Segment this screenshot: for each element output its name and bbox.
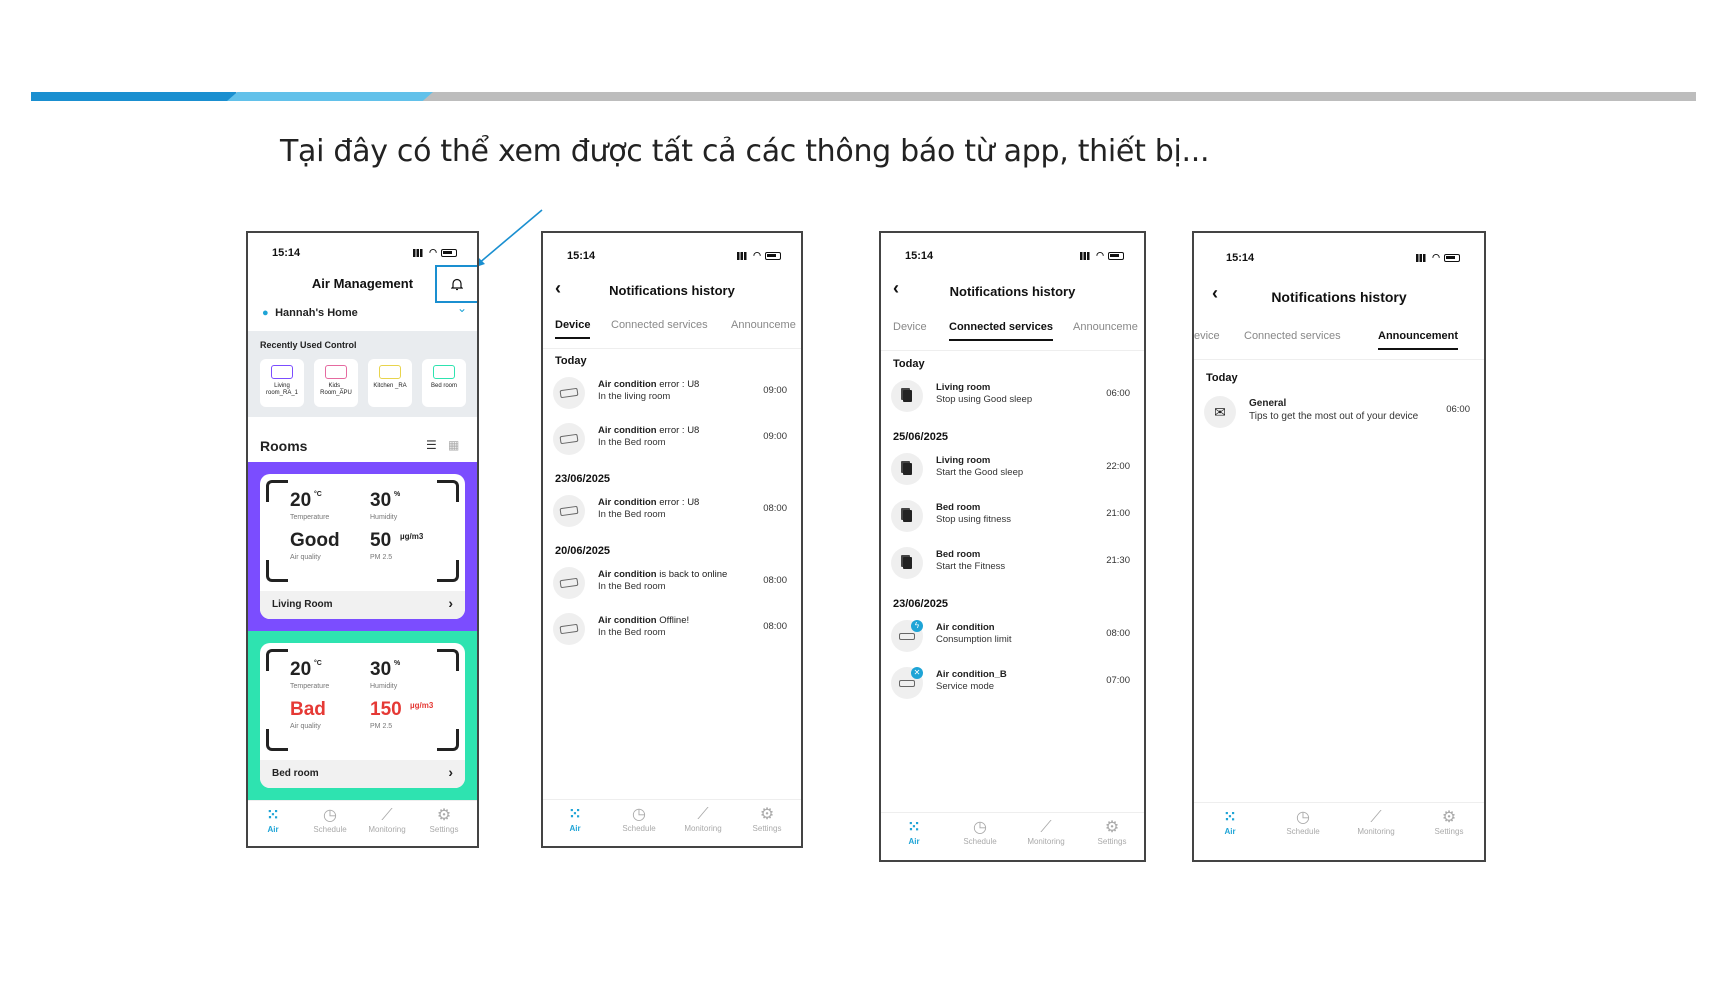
page-title: Notifications history <box>1271 289 1407 305</box>
notification-tabs <box>543 319 801 349</box>
status-time: 15:14 <box>905 250 934 262</box>
signal-icon <box>737 252 749 260</box>
notification-title <box>936 455 990 466</box>
chevron-down-icon: ⌄ <box>456 301 467 315</box>
signal-icon <box>1416 254 1428 262</box>
notification-item[interactable] <box>553 493 791 529</box>
wifi-icon: ◠ <box>1096 250 1104 260</box>
notification-title <box>598 497 699 508</box>
pm-value: 50 <box>370 530 392 551</box>
notification-source: Air condition <box>936 622 995 633</box>
tab-announcement[interactable]: Announceme <box>731 319 796 331</box>
progress-segment-2 <box>227 92 433 101</box>
chevron-right-icon: › <box>448 764 453 780</box>
status-bar <box>543 250 801 270</box>
notification-time: 09:00 <box>763 385 787 396</box>
bottom-nav <box>543 799 801 848</box>
gear-icon: ⚙ <box>1441 809 1457 826</box>
nav-settings[interactable]: ⚙ Settings <box>414 807 474 834</box>
notification-time: 06:00 <box>1106 388 1130 399</box>
recent-control-item[interactable] <box>422 359 466 407</box>
nav-air[interactable]: ⁙ Air <box>1200 809 1260 836</box>
rooms-title: Rooms <box>260 438 308 454</box>
humidity-value: 30 <box>370 659 392 680</box>
nav-monitoring[interactable]: ⟋ Monitoring <box>1016 819 1076 846</box>
pm-unit: µg/m3 <box>400 532 424 541</box>
nav-schedule[interactable]: ◷ Schedule <box>950 819 1010 846</box>
nav-monitoring[interactable]: ⟋ Monitoring <box>357 807 417 834</box>
notification-subtitle: Stop using fitness <box>936 514 1011 525</box>
page-title: Air Management <box>311 276 414 291</box>
air-icon: ⁙ <box>1223 809 1237 826</box>
recent-control-label: Living room_RA_1 <box>265 383 298 396</box>
humidity-unit: % <box>394 491 401 498</box>
tab-device[interactable]: Device <box>555 319 590 339</box>
air-conditioner-icon <box>553 613 585 645</box>
air-conditioner-icon <box>433 365 455 379</box>
tab-connected-services[interactable]: Connected services <box>1244 330 1341 342</box>
clock-icon: ◷ <box>323 807 337 824</box>
corner-bracket <box>437 729 459 751</box>
corner-bracket <box>266 729 288 751</box>
recent-control-label: Kids_ Room_APU <box>320 383 352 396</box>
back-button[interactable]: ‹ <box>1212 283 1218 303</box>
corner-bracket <box>437 480 459 502</box>
wifi-icon: ◠ <box>429 247 437 257</box>
notification-message: Offline! <box>656 615 690 626</box>
list-view-icon[interactable]: ☰ <box>426 438 437 452</box>
notification-title <box>1249 398 1286 409</box>
recent-control-label: Bed room <box>430 383 457 389</box>
corner-bracket <box>266 480 288 502</box>
signal-icon <box>413 249 425 257</box>
room-card-wrapper <box>248 631 477 800</box>
air-conditioner-icon <box>553 423 585 455</box>
chevron-right-icon: › <box>448 595 453 611</box>
date-header: Today <box>1206 372 1238 384</box>
chart-icon: ⟋ <box>697 806 709 823</box>
phone-air-management <box>246 231 479 848</box>
date-header: 23/06/2025 <box>555 473 611 485</box>
status-time: 15:14 <box>1226 252 1255 264</box>
phone-notifications-connected <box>879 231 1146 862</box>
nav-schedule[interactable]: ◷ Schedule <box>1273 809 1333 836</box>
page-title: Notifications history <box>949 284 1076 299</box>
notification-title <box>598 425 699 436</box>
bottom-nav <box>1194 802 1484 852</box>
notification-title <box>936 382 990 393</box>
chart-icon: ⟋ <box>381 807 393 824</box>
slide-title: Tại đây có thể xem được tất cả các thông báo từ app, thiết bị... <box>280 134 1210 169</box>
notification-subtitle: Start the Fitness <box>936 561 1006 572</box>
room-card[interactable] <box>260 474 465 619</box>
envelope-icon: ✉ <box>1204 396 1236 428</box>
notification-item[interactable] <box>553 375 791 411</box>
back-button[interactable]: ‹ <box>893 278 899 298</box>
nav-monitoring[interactable]: ⟋ Monitoring <box>673 806 733 833</box>
wifi-icon: ◠ <box>753 250 761 260</box>
notification-title <box>598 615 689 626</box>
service-badge-icon: ✕ <box>891 667 923 699</box>
slide-progress-bar <box>31 92 1696 101</box>
temp-unit: °C <box>314 491 322 498</box>
notification-source: Air condition <box>598 615 657 626</box>
notification-subtitle: In the Bed room <box>598 509 666 520</box>
corner-bracket <box>437 649 459 671</box>
notification-item[interactable] <box>891 665 1134 701</box>
tab-announcement[interactable]: Announceme <box>1073 321 1138 333</box>
corner-bracket <box>437 560 459 582</box>
pm-unit: µg/m3 <box>410 701 434 710</box>
notification-source: Air condition <box>598 497 657 508</box>
clock-icon: ◷ <box>973 819 987 836</box>
mode-icon <box>891 547 923 579</box>
notification-title <box>936 502 980 513</box>
nav-air[interactable]: ⁙ Air <box>246 807 303 834</box>
air-conditioner-icon <box>553 567 585 599</box>
notification-title <box>598 379 699 390</box>
phone-notifications-device <box>541 231 803 848</box>
tab-connected-services[interactable]: Connected services <box>611 319 708 331</box>
status-time: 15:14 <box>272 247 301 259</box>
notification-source: Air condition <box>598 425 657 436</box>
notification-subtitle: Stop using Good sleep <box>936 394 1033 405</box>
battery-icon <box>1108 252 1124 260</box>
air-conditioner-icon <box>325 365 347 379</box>
temp-label: Temperature <box>290 514 330 521</box>
notification-time: 22:00 <box>1106 461 1130 472</box>
notification-title <box>936 622 995 633</box>
date-header: 20/06/2025 <box>555 545 611 557</box>
room-name: Living Room <box>272 599 333 610</box>
notification-item[interactable] <box>1204 394 1474 430</box>
notification-subtitle: Start the Good sleep <box>936 467 1024 478</box>
bell-icon <box>451 278 463 291</box>
temp-value: 20 <box>290 490 312 511</box>
humidity-label: Humidity <box>370 514 398 521</box>
room-footer[interactable] <box>260 760 465 788</box>
air-icon: ⁙ <box>907 819 921 836</box>
notification-time: 06:00 <box>1446 404 1470 415</box>
mode-icon <box>891 380 923 412</box>
nav-settings[interactable]: ⚙ Settings <box>737 806 797 833</box>
temp-unit: °C <box>314 660 322 667</box>
notification-item[interactable] <box>891 451 1134 487</box>
page-title: Notifications history <box>609 283 735 298</box>
tab-device[interactable]: Device <box>893 321 927 333</box>
air-quality-value: Good <box>290 530 340 551</box>
air-conditioner-icon <box>553 377 585 409</box>
battery-icon <box>441 249 457 257</box>
notification-source: Air condition <box>598 569 657 580</box>
notification-message: error : U8 <box>656 425 700 436</box>
notification-item[interactable] <box>891 498 1134 534</box>
notification-tabs <box>1194 330 1484 360</box>
nav-schedule[interactable]: ◷ Schedule <box>300 807 360 834</box>
notification-message: error : U8 <box>656 379 700 390</box>
notification-title <box>598 569 727 580</box>
gear-icon: ⚙ <box>1104 819 1120 836</box>
temp-value: 20 <box>290 659 312 680</box>
home-name: Hannah's Home <box>275 307 358 319</box>
grid-view-icon[interactable]: ▦ <box>448 438 460 452</box>
date-header: 23/06/2025 <box>893 598 949 610</box>
notification-source: Air condition <box>598 379 657 390</box>
status-bar <box>881 250 1144 270</box>
notification-subtitle: In the living room <box>598 391 671 402</box>
battery-icon <box>1444 254 1460 262</box>
notification-subtitle: Service mode <box>936 681 995 692</box>
corner-bracket <box>266 560 288 582</box>
air-quality-label: Air quality <box>290 554 321 561</box>
notification-subtitle: In the Bed room <box>598 437 666 448</box>
humidity-label: Humidity <box>370 683 398 690</box>
nav-schedule[interactable]: ◷ Schedule <box>609 806 669 833</box>
progress-segment-1 <box>31 92 236 101</box>
signal-icon <box>1080 252 1092 260</box>
phone-notifications-announcement <box>1192 231 1486 862</box>
date-header: Today <box>893 358 925 370</box>
nav-air[interactable]: ⁙ Air <box>545 806 605 833</box>
temp-label: Temperature <box>290 683 330 690</box>
notification-subtitle: Consumption limit <box>936 634 1012 645</box>
notification-item[interactable] <box>553 421 791 457</box>
nav-settings[interactable]: ⚙ Settings <box>1419 809 1479 836</box>
air-conditioner-icon <box>271 365 293 379</box>
notification-source: Bed room <box>936 502 981 513</box>
air-icon: ⁙ <box>266 807 280 824</box>
gear-icon: ⚙ <box>759 806 775 823</box>
recent-control-title: Recently Used Control <box>260 340 357 350</box>
status-bar <box>1194 252 1484 272</box>
notification-message: error : U8 <box>656 497 700 508</box>
pm-value: 150 <box>370 699 402 720</box>
recent-control-item[interactable] <box>260 359 304 407</box>
chart-icon: ⟋ <box>1040 819 1052 836</box>
notification-message: is back to online <box>656 569 728 580</box>
notification-time: 08:00 <box>1106 628 1130 639</box>
humidity-value: 30 <box>370 490 392 511</box>
tab-device[interactable]: evice <box>1194 330 1220 342</box>
air-icon: ⁙ <box>568 806 582 823</box>
corner-bracket <box>266 649 288 671</box>
gear-icon: ⚙ <box>436 807 452 824</box>
battery-icon <box>765 252 781 260</box>
status-time: 15:14 <box>567 250 596 262</box>
pm-label: PM 2.5 <box>370 723 393 730</box>
notification-item[interactable] <box>553 565 791 601</box>
nav-air[interactable]: ⁙ Air <box>884 819 944 846</box>
wifi-icon: ◠ <box>1432 252 1440 262</box>
notification-time: 09:00 <box>763 431 787 442</box>
status-bar <box>248 247 477 267</box>
notification-item[interactable] <box>891 545 1134 581</box>
recent-control-item[interactable] <box>368 359 412 407</box>
air-quality-label: Air quality <box>290 723 321 730</box>
recent-control-list <box>260 359 466 407</box>
air-quality-value: Bad <box>290 699 326 720</box>
recent-control-section <box>248 331 477 417</box>
humidity-unit: % <box>394 660 401 667</box>
clock-icon: ◷ <box>632 806 646 823</box>
bottom-nav <box>248 800 477 848</box>
notification-source: General <box>1249 398 1287 409</box>
tab-connected-services[interactable]: Connected services <box>949 321 1053 341</box>
notification-title <box>936 669 1007 680</box>
notification-item[interactable] <box>553 611 791 647</box>
room-name: Bed room <box>272 768 319 779</box>
room-footer[interactable] <box>260 591 465 619</box>
nav-settings[interactable]: ⚙ Settings <box>1082 819 1142 846</box>
notification-time: 07:00 <box>1106 675 1130 686</box>
room-card[interactable] <box>260 643 465 788</box>
home-selector[interactable] <box>262 303 467 327</box>
notification-subtitle: In the Bed room <box>598 581 666 592</box>
air-conditioner-icon <box>553 495 585 527</box>
notification-tabs <box>881 321 1144 351</box>
location-pin-icon: ● <box>262 307 269 319</box>
date-header: 25/06/2025 <box>893 431 949 443</box>
notification-item[interactable] <box>891 618 1134 654</box>
notification-source: Air condition_B <box>936 669 1007 680</box>
nav-monitoring[interactable]: ⟋ Monitoring <box>1346 809 1406 836</box>
notification-time: 21:30 <box>1106 555 1130 566</box>
notification-subtitle: In the Bed room <box>598 627 666 638</box>
pointer-arrow <box>470 208 545 270</box>
mode-icon <box>891 500 923 532</box>
bell-button[interactable] <box>435 265 479 303</box>
chart-icon: ⟋ <box>1370 809 1382 826</box>
notification-source: Living room <box>936 455 991 466</box>
notification-source: Living room <box>936 382 991 393</box>
notification-time: 21:00 <box>1106 508 1130 519</box>
notification-time: 08:00 <box>763 503 787 514</box>
tab-announcement[interactable]: Announcement <box>1378 330 1458 350</box>
clock-icon: ◷ <box>1296 809 1310 826</box>
back-button[interactable]: ‹ <box>555 278 561 298</box>
mode-icon <box>891 453 923 485</box>
air-conditioner-icon <box>379 365 401 379</box>
notification-time: 08:00 <box>763 621 787 632</box>
notification-subtitle: Tips to get the most out of your device <box>1249 411 1419 422</box>
pm-label: PM 2.5 <box>370 554 393 561</box>
flash-badge-icon: ϟ <box>891 620 923 652</box>
recent-control-label: Kitchen _RA <box>373 383 407 389</box>
date-header: Today <box>555 355 587 367</box>
notification-item[interactable] <box>891 378 1134 414</box>
bottom-nav <box>881 812 1144 862</box>
notification-title <box>936 549 980 560</box>
notification-time: 08:00 <box>763 575 787 586</box>
recent-control-item[interactable] <box>314 359 358 407</box>
room-card-wrapper <box>248 462 477 631</box>
notification-source: Bed room <box>936 549 981 560</box>
